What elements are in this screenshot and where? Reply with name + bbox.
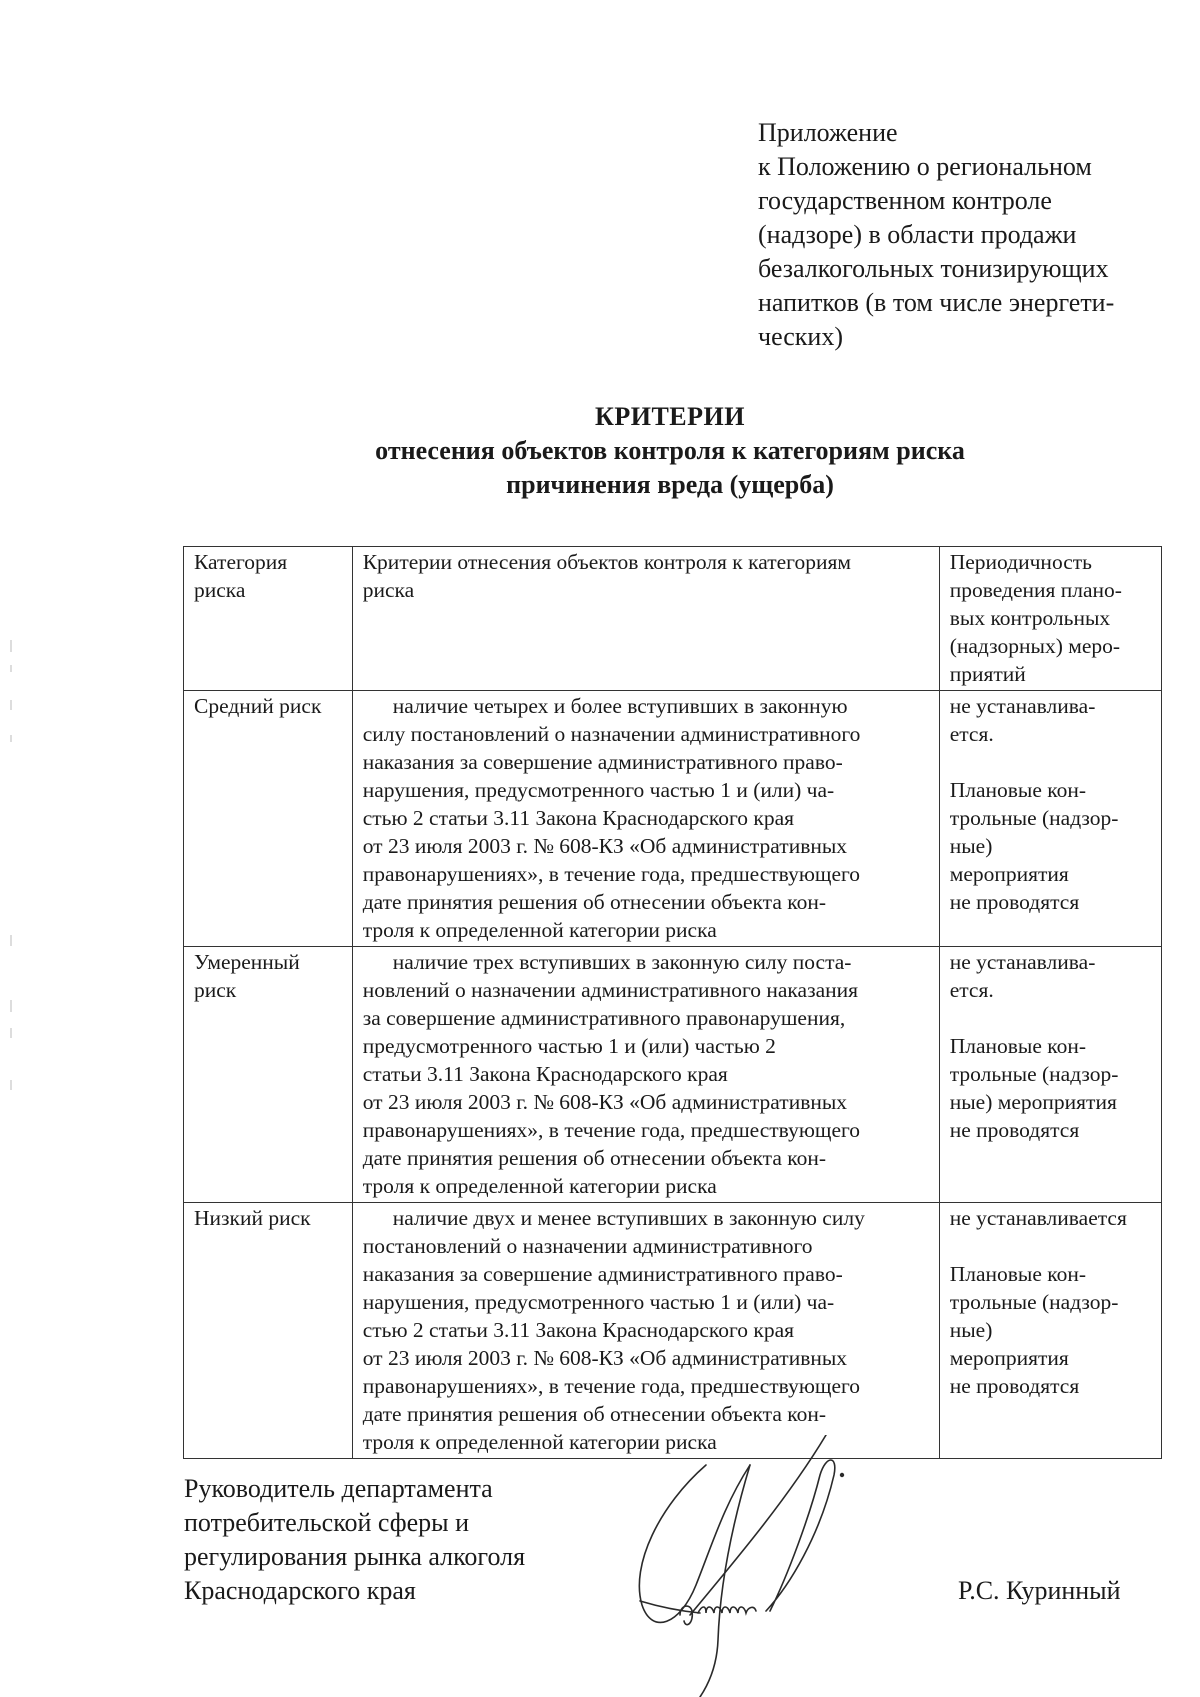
criteria-line: стью 2 статьи 3.11 Закона Краснодарского края bbox=[362, 806, 795, 830]
criteria-line: предусмотренного частью 1 и (или) частью 2 bbox=[362, 1034, 776, 1058]
criteria-line: троля к определенной категории риска bbox=[362, 918, 717, 942]
appendix-line: ческих) bbox=[758, 322, 844, 351]
criteria-cell bbox=[352, 691, 939, 947]
appendix-line: государственном контроле bbox=[758, 186, 1052, 215]
appendix-line: Приложение bbox=[758, 118, 898, 147]
table-row bbox=[184, 947, 1162, 1203]
header-line: (надзорных) меро- bbox=[949, 634, 1121, 658]
periodicity-line: не устанавлива- bbox=[949, 950, 1096, 974]
periodicity-line: Плановые кон- bbox=[949, 1034, 1087, 1058]
criteria-line: от 23 июля 2003 г. № 608-КЗ «Об административных bbox=[362, 1090, 848, 1114]
periodicity-line: трольные (надзор- bbox=[949, 1290, 1119, 1314]
signatory-name: Р.С. Куринный bbox=[958, 1576, 1121, 1605]
category-line: Средний риск bbox=[194, 694, 322, 718]
table-header-row bbox=[184, 547, 1162, 691]
periodicity-line: ные) bbox=[949, 1318, 993, 1342]
periodicity-line: не проводятся bbox=[949, 1374, 1080, 1398]
periodicity-line: ется. bbox=[949, 722, 994, 746]
criteria-line: дате принятия решения об отнесении объекта кон- bbox=[362, 1146, 827, 1170]
periodicity-cell bbox=[939, 691, 1161, 947]
criteria-line: от 23 июля 2003 г. № 608-КЗ «Об административных bbox=[362, 834, 848, 858]
criteria-line: нарушения, предусмотренного частью 1 и (или) ча- bbox=[362, 778, 835, 802]
criteria-line: от 23 июля 2003 г. № 608-КЗ «Об административных bbox=[362, 1346, 848, 1370]
criteria-cell bbox=[352, 947, 939, 1203]
signatory-position bbox=[184, 1472, 525, 1608]
table-row bbox=[184, 1203, 1162, 1459]
category-line: Умеренный bbox=[194, 950, 300, 974]
periodicity-line: Плановые кон- bbox=[949, 778, 1087, 802]
title-main: КРИТЕРИИ bbox=[595, 402, 745, 431]
periodicity-line: не проводятся bbox=[949, 890, 1080, 914]
table-row bbox=[184, 691, 1162, 947]
header-line: риска bbox=[362, 578, 415, 602]
criteria-cell bbox=[352, 1203, 939, 1459]
criteria-line: наказания за совершение административного право- bbox=[362, 750, 843, 774]
periodicity-line: ные) мероприятия bbox=[949, 1090, 1117, 1114]
position-line: Краснодарского края bbox=[184, 1576, 416, 1605]
periodicity-line bbox=[950, 748, 1151, 776]
periodicity-line: Плановые кон- bbox=[949, 1262, 1087, 1286]
category-line: риск bbox=[194, 978, 237, 1002]
header-line: Категория bbox=[194, 550, 288, 574]
criteria-line: дате принятия решения об отнесении объекта кон- bbox=[362, 1402, 827, 1426]
header-line: Критерии отнесения объектов контроля к категориям bbox=[362, 550, 851, 574]
periodicity-cell bbox=[939, 947, 1161, 1203]
appendix-line: безалкогольных тонизирующих bbox=[758, 254, 1109, 283]
risk-category-cell bbox=[184, 691, 353, 947]
periodicity-line: ется. bbox=[949, 978, 994, 1002]
header-line: Периодичность bbox=[949, 550, 1092, 574]
criteria-line: наличие двух и менее вступивших в законную силу bbox=[392, 1206, 865, 1230]
position-line: регулирования рынка алкоголя bbox=[184, 1542, 526, 1571]
appendix-note bbox=[758, 116, 1158, 354]
header-periodicity bbox=[939, 547, 1161, 691]
criteria-line: правонарушениях», в течение года, предшествующего bbox=[362, 1374, 861, 1398]
risk-category-cell bbox=[184, 947, 353, 1203]
periodicity-line: не проводятся bbox=[949, 1118, 1080, 1142]
criteria-line: постановлений о назначении административного bbox=[362, 1234, 813, 1258]
header-line: вых контрольных bbox=[949, 606, 1111, 630]
criteria-line: новлений о назначении административного наказания bbox=[362, 978, 859, 1002]
periodicity-line bbox=[950, 1004, 1151, 1032]
category-line: Низкий риск bbox=[194, 1206, 311, 1230]
document-title bbox=[200, 400, 1140, 502]
title-line-3: причинения вреда (ущерба) bbox=[506, 470, 834, 499]
title-line-2: отнесения объектов контроля к категориям риска bbox=[375, 436, 965, 465]
risk-category-cell bbox=[184, 1203, 353, 1459]
criteria-line: нарушения, предусмотренного частью 1 и (или) ча- bbox=[362, 1290, 835, 1314]
criteria-line: наличие трех вступивших в законную силу поста- bbox=[392, 950, 852, 974]
handwritten-signature bbox=[620, 1435, 920, 1697]
appendix-line: напитков (в том числе энергети- bbox=[758, 288, 1115, 317]
position-line: Руководитель департамента bbox=[184, 1474, 493, 1503]
header-line: риска bbox=[194, 578, 246, 602]
criteria-line: стью 2 статьи 3.11 Закона Краснодарского края bbox=[362, 1318, 795, 1342]
periodicity-line: мероприятия bbox=[949, 862, 1069, 886]
periodicity-line: трольные (надзор- bbox=[949, 806, 1119, 830]
criteria-line: статьи 3.11 Закона Краснодарского края bbox=[362, 1062, 728, 1086]
criteria-line: силу постановлений о назначении административного bbox=[362, 722, 861, 746]
risk-criteria-table bbox=[183, 546, 1162, 1459]
criteria-line: троля к определенной категории риска bbox=[362, 1174, 717, 1198]
criteria-line: троля к определенной категории риска bbox=[362, 1430, 717, 1454]
criteria-line: дате принятия решения об отнесении объекта кон- bbox=[362, 890, 827, 914]
periodicity-cell bbox=[939, 1203, 1161, 1459]
periodicity-line: мероприятия bbox=[949, 1346, 1069, 1370]
header-line: проведения плано- bbox=[949, 578, 1122, 602]
position-line: потребительской сферы и bbox=[184, 1508, 470, 1537]
header-category bbox=[184, 547, 353, 691]
header-line: приятий bbox=[949, 662, 1026, 686]
periodicity-line: ные) bbox=[949, 834, 993, 858]
periodicity-line bbox=[950, 1232, 1151, 1260]
header-criteria bbox=[352, 547, 939, 691]
periodicity-line: не устанавлива- bbox=[949, 694, 1096, 718]
criteria-line: наличие четырех и более вступивших в законную bbox=[392, 694, 848, 718]
scan-edge-marks bbox=[8, 0, 14, 1697]
periodicity-line: не устанавливается bbox=[949, 1206, 1127, 1230]
appendix-line: к Положению о региональном bbox=[758, 152, 1092, 181]
criteria-line: правонарушениях», в течение года, предшествующего bbox=[362, 862, 861, 886]
periodicity-line: трольные (надзор- bbox=[949, 1062, 1119, 1086]
criteria-line: правонарушениях», в течение года, предшествующего bbox=[362, 1118, 861, 1142]
criteria-line: за совершение административного правонарушения, bbox=[362, 1006, 846, 1030]
appendix-line: (надзоре) в области продажи bbox=[758, 220, 1077, 249]
criteria-line: наказания за совершение административного право- bbox=[362, 1262, 843, 1286]
